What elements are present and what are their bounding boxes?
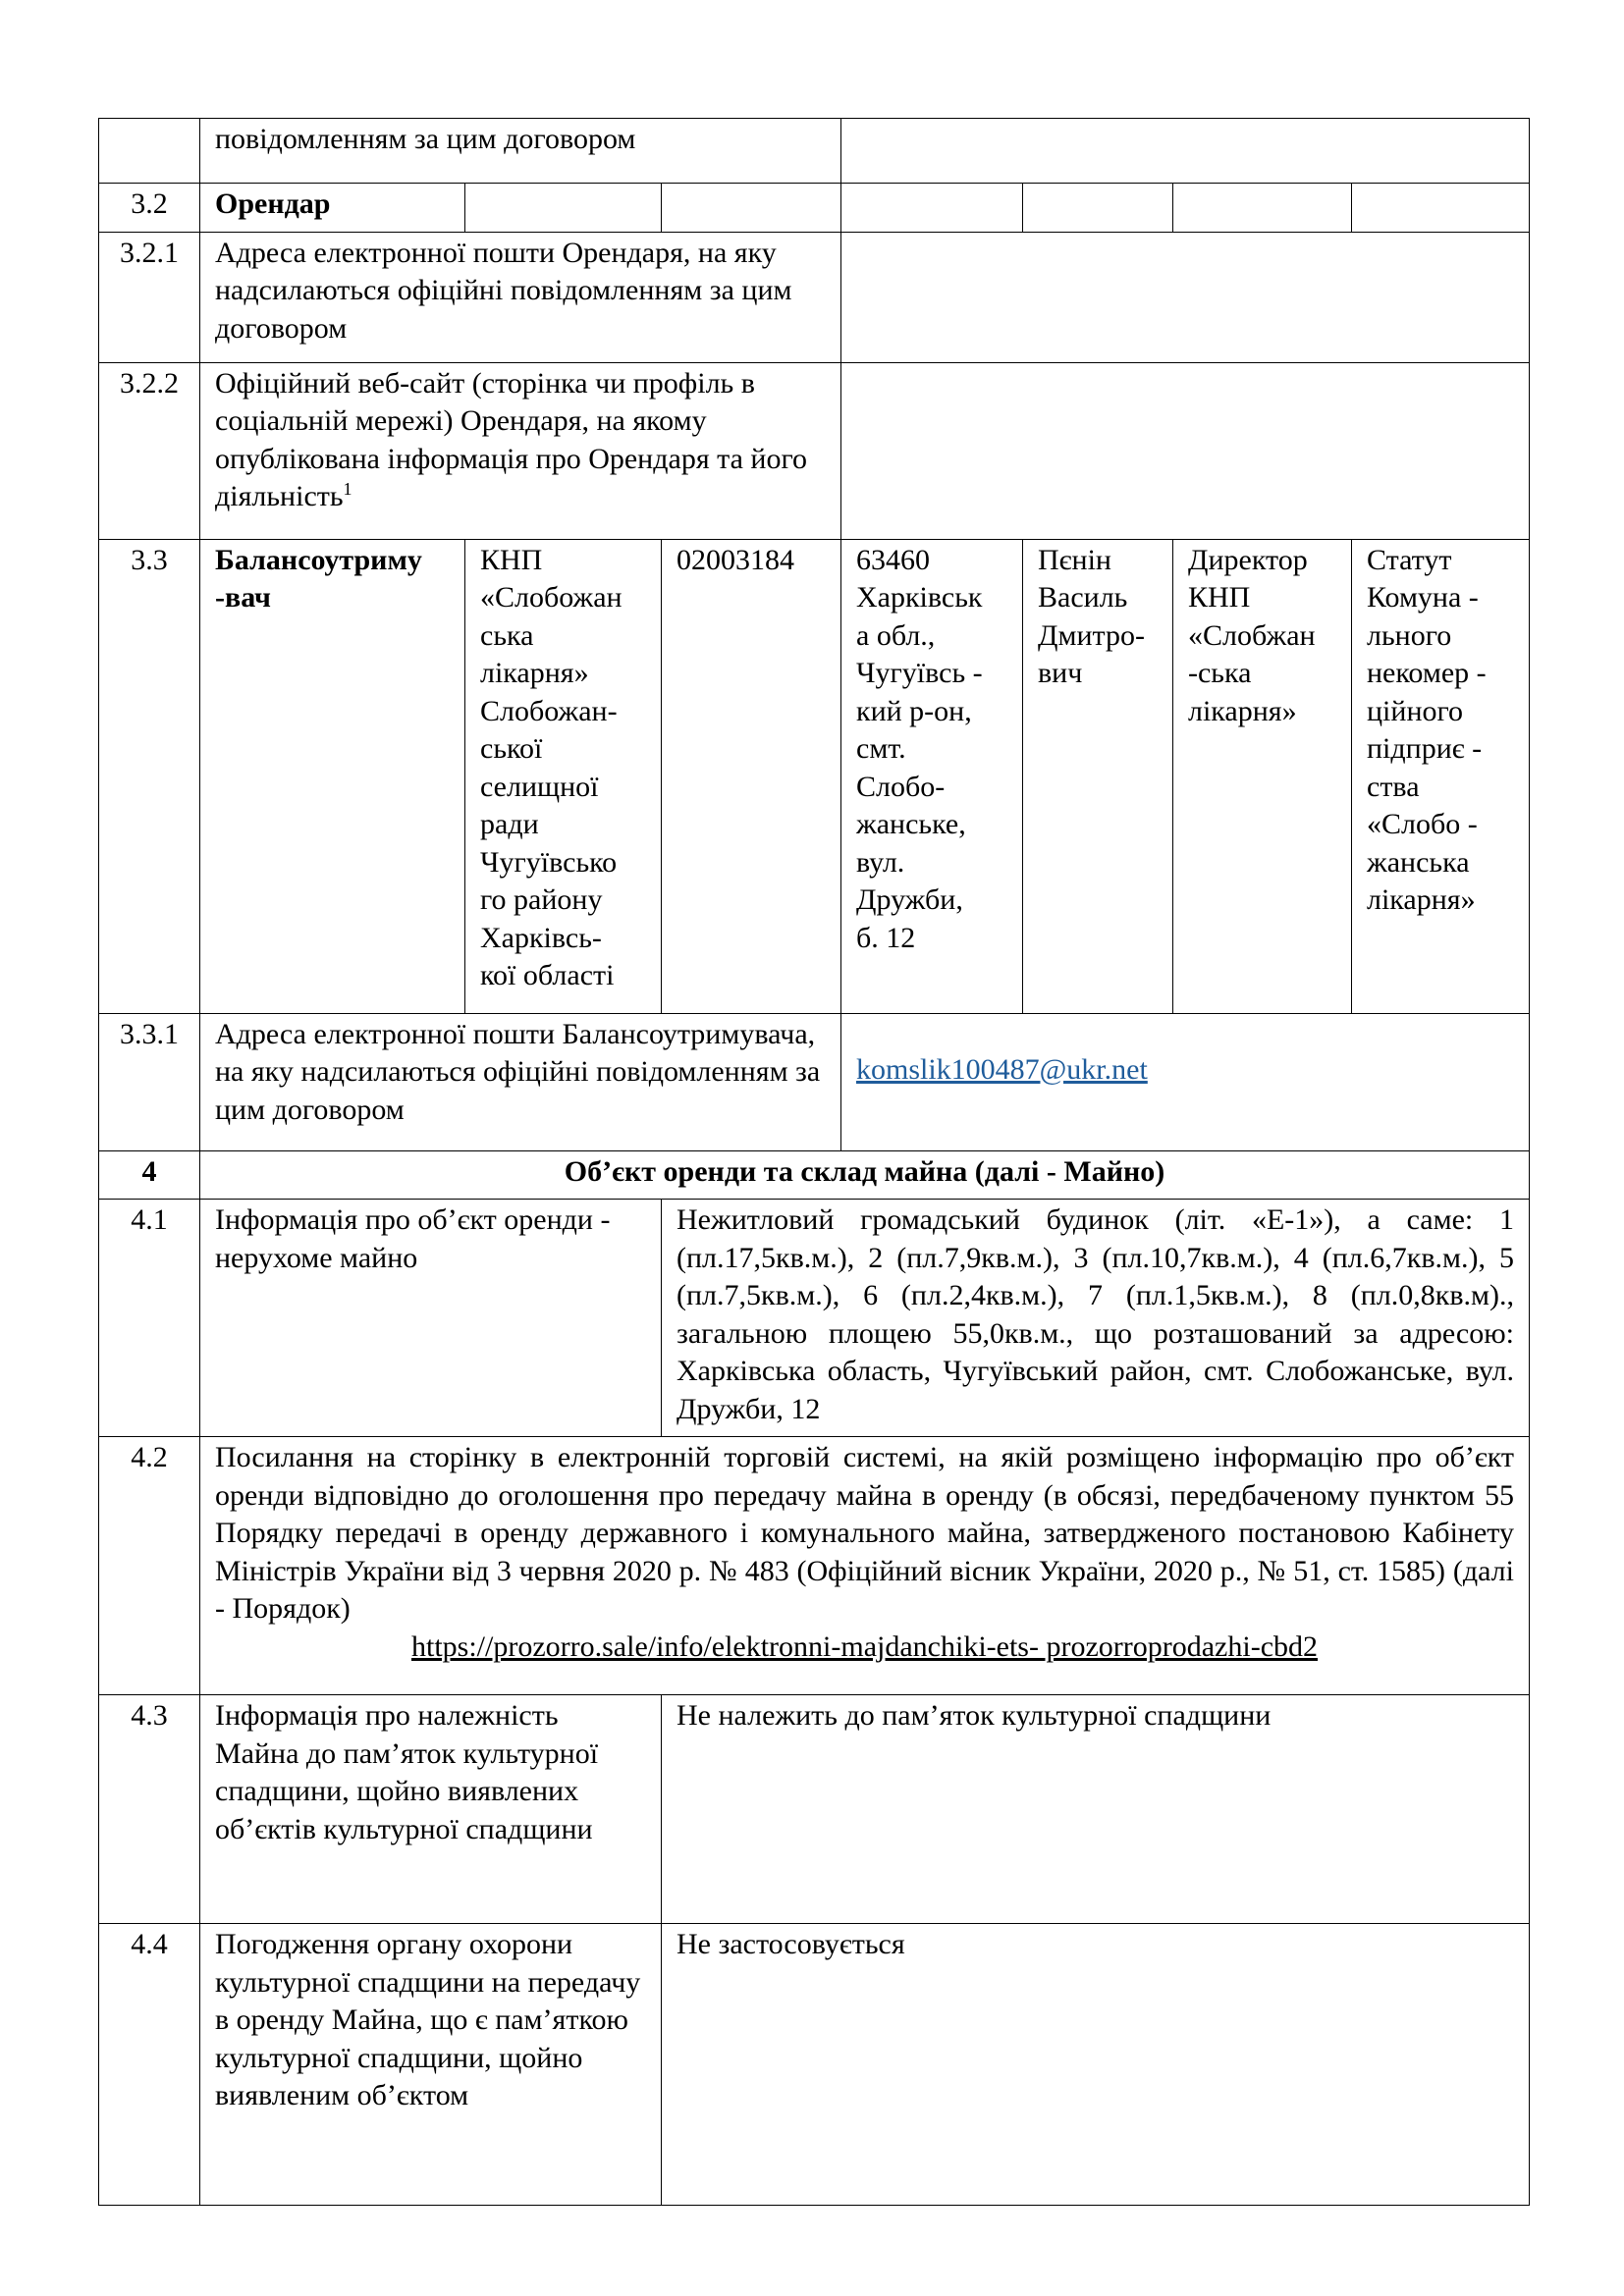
- row-number: 3.2.1: [99, 232, 200, 362]
- director-name: Пєнін Василь Дмитро- вич: [1023, 539, 1173, 1013]
- email-link[interactable]: komslik100487@ukr.net: [856, 1052, 1148, 1086]
- value-cell: [841, 119, 1530, 184]
- section-number: 4: [99, 1150, 200, 1200]
- row-number-cell: [99, 119, 200, 184]
- table-row: [99, 184, 1530, 233]
- table-row: [99, 232, 1530, 362]
- field-value: Не застосовується: [662, 1924, 1530, 2206]
- field-label-cell: [200, 362, 841, 539]
- table-row: [99, 1150, 1530, 1200]
- field-label: Інформація про об’єкт оренди - нерухоме майно: [200, 1200, 662, 1437]
- acting-basis: Статут Комуна - льного некомер - ційного підприє - ства «Слобо - жанська лікарня»: [1352, 539, 1530, 1013]
- organization-name: КНП «Слобожан ська лікарня» Слобожан- ської селищної ради Чугуївсько го району Харківсь- кої області: [465, 539, 662, 1013]
- lease-agreement-table: [98, 118, 1530, 2206]
- field-label: Офіційний веб-сайт (сторінка чи профіль в соціальній мережі) Орендаря, на якому опублікована інформація про Орендаря та його діяльність: [215, 366, 808, 512]
- row-number: 4.3: [99, 1695, 200, 1924]
- table-row: [99, 1437, 1530, 1695]
- table-row: [99, 1695, 1530, 1924]
- organization-address: 63460 Харківськ а обл., Чугуївсь - кий р-он, смт. Слобо- жанське, вул. Дружби, б. 12: [841, 539, 1023, 1013]
- table-row: [99, 362, 1530, 539]
- row-number: 3.2: [99, 184, 200, 233]
- value-cell: [841, 1013, 1530, 1150]
- director-position: Директор КНП «Слобжан -ська лікарня»: [1173, 539, 1352, 1013]
- row-text: повідомленням за цим договором: [200, 119, 841, 184]
- field-value: Не належить до пам’яток культурної спадщини: [662, 1695, 1530, 1924]
- field-text-cell: [200, 1437, 1530, 1695]
- empty-cell: [1173, 184, 1352, 233]
- field-label: Адреса електронної пошти Балансоутримувача, на яку надсилаються офіційні повідомленням за цим договором: [200, 1013, 841, 1150]
- field-label: Адреса електронної пошти Орендаря, на яку надсилаються офіційні повідомленням за цим договором: [200, 232, 841, 362]
- section-title: Об’єкт оренди та склад майна (далі - Майно): [200, 1150, 1530, 1200]
- row-number: 4.4: [99, 1924, 200, 2206]
- empty-cell: [841, 184, 1023, 233]
- field-label: Погодження органу охорони культурної спадщини на передачу в оренду Майна, що є пам’яткою культурної спадщини, щойно виявленим об’єктом: [200, 1924, 662, 2206]
- empty-cell: [465, 184, 662, 233]
- table-row: [99, 539, 1530, 1013]
- table-row: [99, 1013, 1530, 1150]
- row-number: 3.3: [99, 539, 200, 1013]
- field-value: Нежитловий громадський будинок (літ. «Е-1»), а саме: 1 (пл.17,5кв.м.), 2 (пл.7,9кв.м.), 3 (пл.10,7кв.м.), 4 (пл.6,7кв.м.), 5 (пл.7,5кв.м.), 6 (пл.2,4кв.м.), 7 (пл.1,5кв.м.), 8 (пл.0,8кв.м)., загальною площею 55,0кв.м., що розташований за адресою: Харківська область, Чугуївський район, смт. Слобожанське, вул. Дружби, 12: [662, 1200, 1530, 1437]
- row-number: 4.2: [99, 1437, 200, 1695]
- empty-cell: [1352, 184, 1530, 233]
- field-label: Інформація про належність Майна до пам’яток культурної спадщини, щойно виявлених об’єктів культурної спадщини: [200, 1695, 662, 1924]
- table-row: [99, 1200, 1530, 1437]
- row-number: 3.2.2: [99, 362, 200, 539]
- row-number: 3.3.1: [99, 1013, 200, 1150]
- value-cell: [841, 232, 1530, 362]
- field-text: Посилання на сторінку в електронній торговій системі, на якій розміщено інформацію про об’єкт оренди відповідно до оголошення про передачу майна в оренду (в обсязі, передбаченому пунктом 55 Порядку передачі в оренду державного і комунального майна, затвердженого постановою Кабінету Міністрів України від 3 червня 2020 р. № 483 (Офіційний вісник України, 2020 р., № 51, ст. 1585) (далі - Порядок): [215, 1441, 1514, 1625]
- table-row: [99, 1924, 1530, 2206]
- value-cell: [841, 362, 1530, 539]
- lessee-heading: Орендар: [200, 184, 465, 233]
- trading-system-link[interactable]: https://prozorro.sale/info/elektronni-majdanchiki-ets- prozorroprodazhi-cbd2: [410, 1629, 1319, 1663]
- edrpou-code: 02003184: [662, 539, 841, 1013]
- footnote-mark: 1: [343, 479, 352, 499]
- row-number: 4.1: [99, 1200, 200, 1437]
- balance-holder-heading: Балансоутриму -вач: [200, 539, 465, 1013]
- empty-cell: [1023, 184, 1173, 233]
- table-row: [99, 119, 1530, 184]
- empty-cell: [662, 184, 841, 233]
